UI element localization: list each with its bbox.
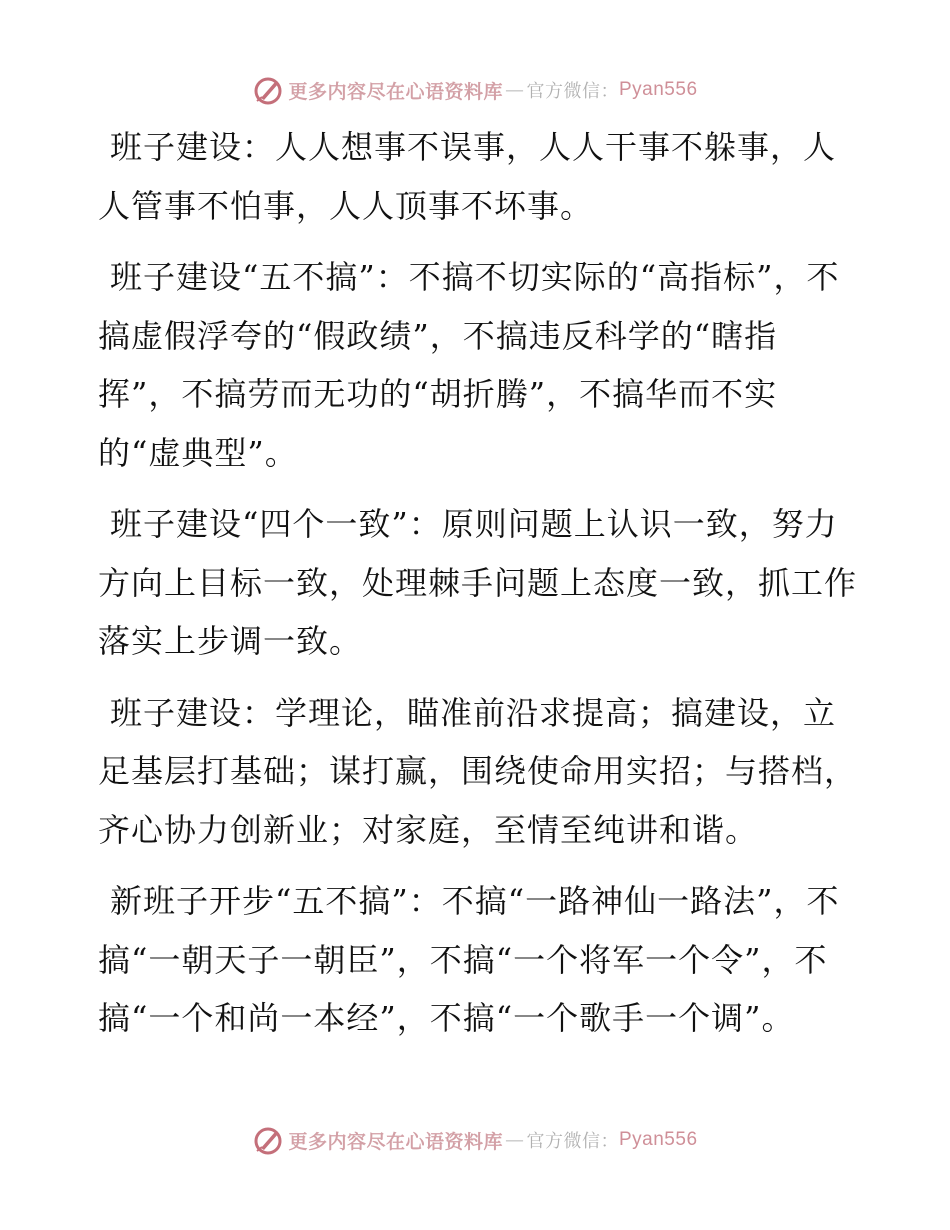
paragraph-3: 班子建设“四个一致”：原则问题上认识一致，努力方向上目标一致，处理棘手问题上态度一致，抓工作落实上步调一致。 [98,505,858,660]
banner-wechat-label: 官方微信： [526,81,619,102]
banner-wechat-id: Pyan556 [619,79,698,100]
paragraph-5: 新班子开步“五不搞”：不搞“一路神仙一路法”，不搞“一朝天子一朝臣”，不搞“一个将军一个令”，不搞“一个和尚一本经”，不搞“一个歌手一个调”。 [98,882,840,1037]
banner-text [288,1127,697,1154]
paragraph-4: 班子建设：学理论，瞄准前沿求提高；搞建设，立足基层打基础；谋打赢，围绕使命用实招；与搭档，齐心协力创新业；对家庭，至情至纯讲和谐。 [98,693,858,849]
header-banner [0,70,950,110]
quill-seal-icon [252,74,284,106]
banner-main-text: 更多内容尽在心语资料库 [288,1130,503,1153]
paragraph-2: 班子建设“五不搞”：不搞不切实际的“高指标”，不搞虚假浮夸的“假政绩”，不搞违反科学的“瞎指挥”，不搞劳而无功的“胡折腾”，不搞华而不实的“虚典型”。 [98,258,840,472]
banner-wechat-id: Pyan556 [619,1129,698,1150]
banner-separator: — [505,79,525,101]
footer-banner [0,1120,950,1160]
banner-separator: — [505,1129,525,1151]
banner-text [288,77,697,104]
quill-seal-icon [252,1124,284,1156]
document-body [98,118,858,1061]
banner-main-text: 更多内容尽在心语资料库 [288,80,503,103]
banner-wechat-label: 官方微信： [526,1131,619,1152]
paragraph-1: 班子建设：人人想事不误事，人人干事不躲事，人人管事不怕事，人人顶事不坏事。 [98,128,837,225]
